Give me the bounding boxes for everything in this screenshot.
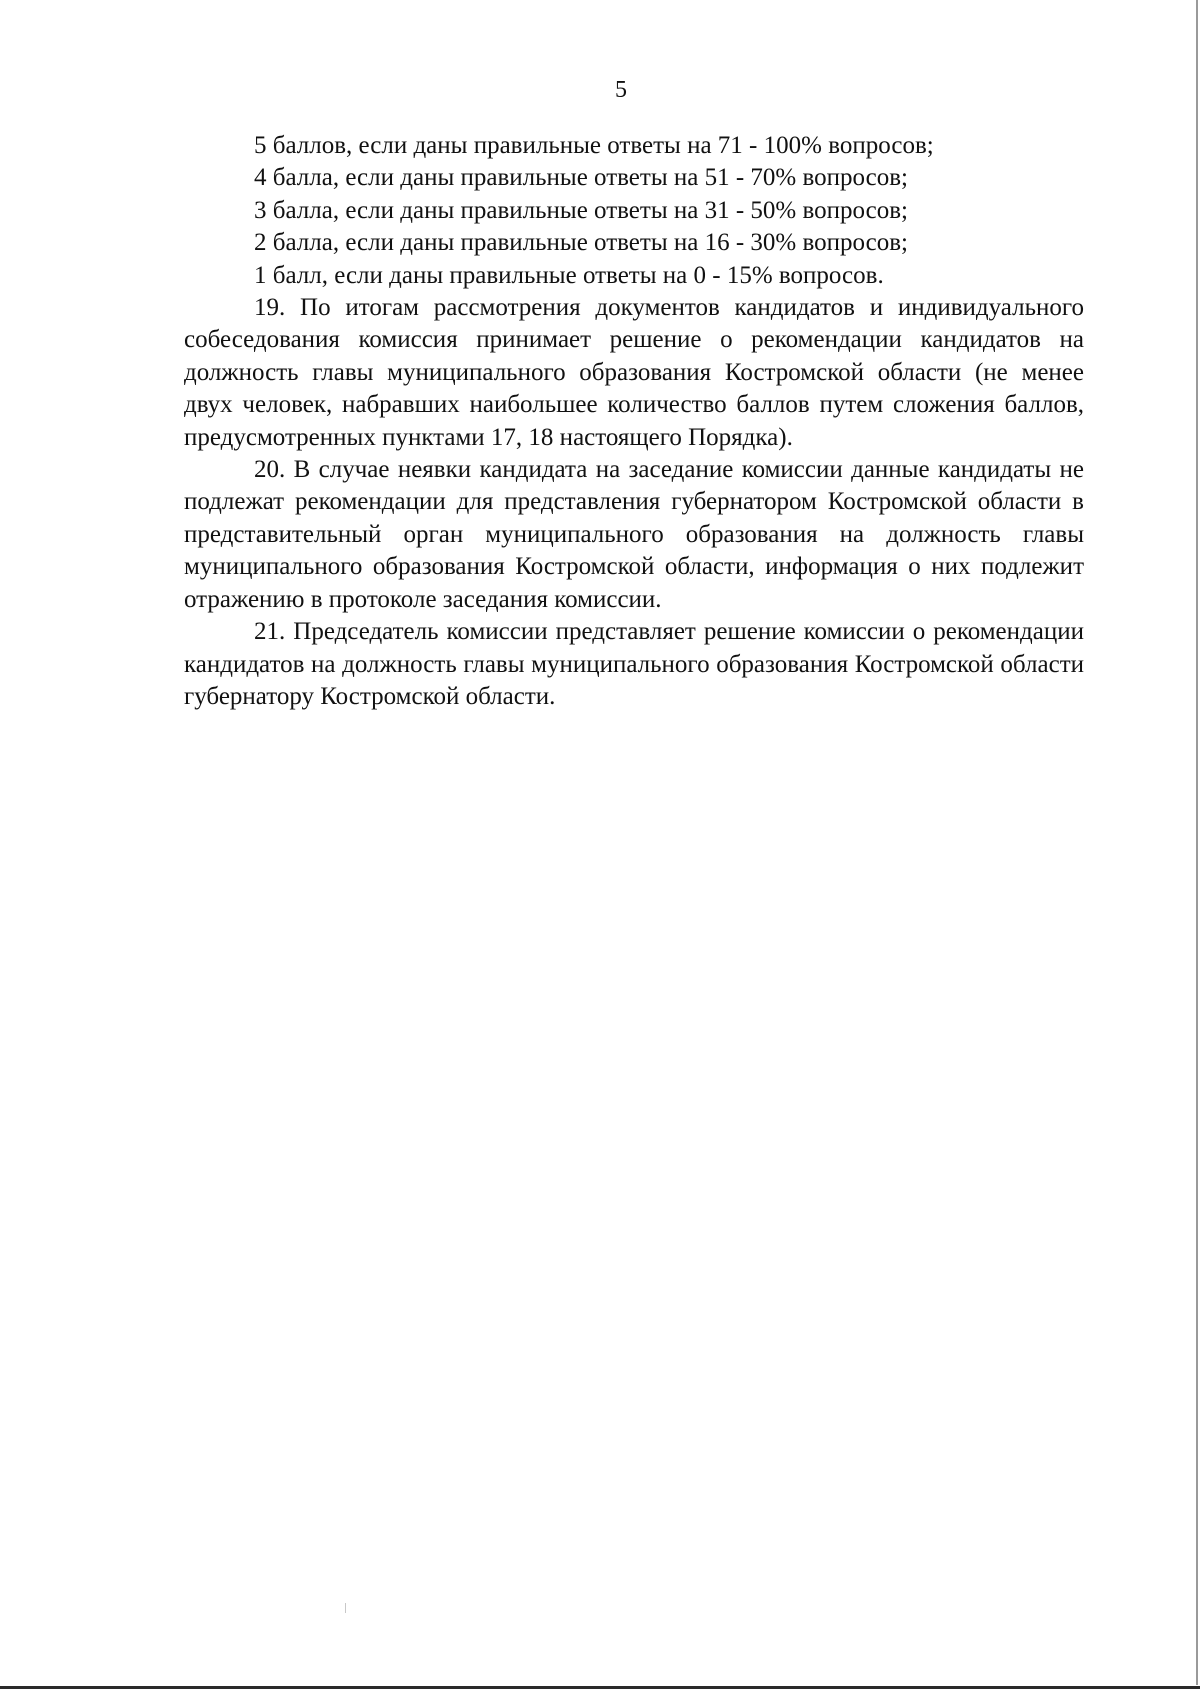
document-body [184, 130, 1084, 713]
paragraph-20: 20. В случае неявки кандидата на заседание комиссии данные кандидаты не подлежат рекомендации для представления губернатором Костромской области в представительный орган муниципального образования на должность главы муниципального образования Костромской области, информация о них подлежит отражению в протоколе заседания комиссии. [184, 456, 1084, 613]
scan-bottom-edge [0, 1686, 1200, 1689]
score-line: 2 балла, если даны правильные ответы на 16 - 30% вопросов; [254, 229, 908, 257]
page-number: 5 [615, 77, 627, 103]
scan-right-edge [1196, 0, 1198, 1685]
scan-speck [345, 1603, 346, 1613]
score-line: 3 балла, если даны правильные ответы на 31 - 50% вопросов; [254, 196, 908, 224]
paragraph-21: 21. Председатель комиссии представляет решение комиссии о рекомендации кандидатов на должность главы муниципального образования Костромской области губернатору Костромской области. [184, 618, 1084, 710]
score-line: 5 баллов, если даны правильные ответы на 71 - 100% вопросов; [254, 132, 934, 159]
score-line: 1 балл, если даны правильные ответы на 0 - 15% вопросов. [254, 261, 884, 289]
paragraph-19: 19. По итогам рассмотрения документов кандидатов и индивидуального собеседования комиссия принимает решение о рекомендации кандидатов на должность главы муниципального образования Костромской области (не менее двух человек, набравших наибольшее количество баллов путем сложения баллов, предусмотренных пунктами 17, 18 настоящего Порядка). [184, 294, 1084, 451]
score-line: 4 балла, если даны правильные ответы на 51 - 70% вопросов; [254, 164, 908, 192]
